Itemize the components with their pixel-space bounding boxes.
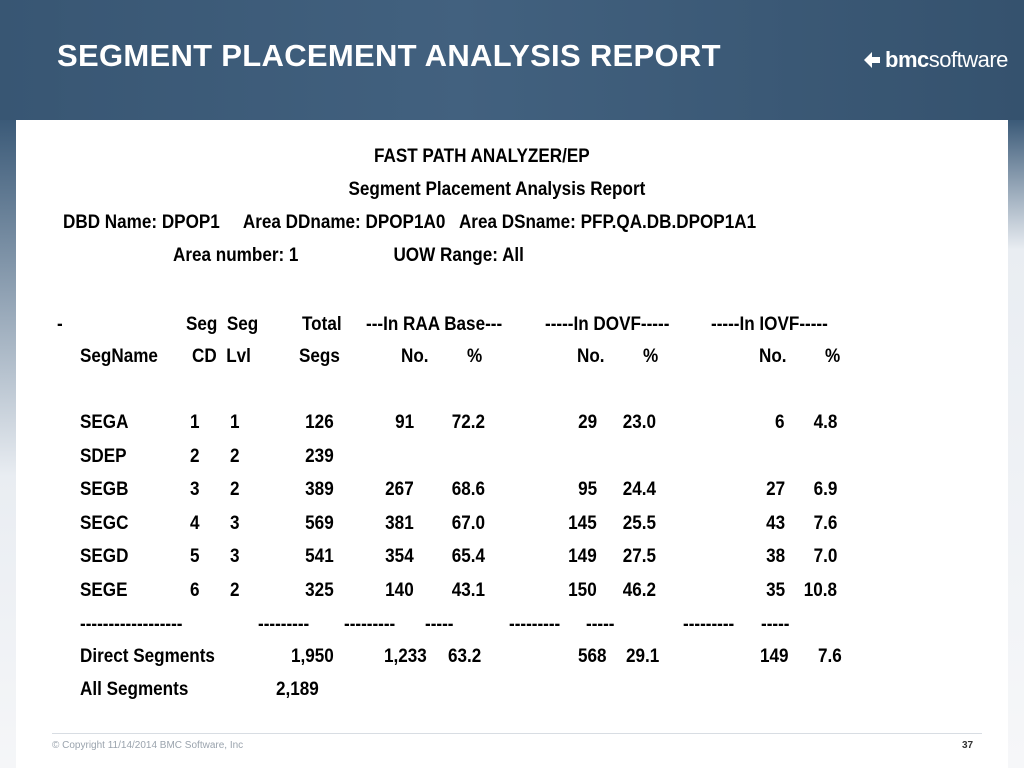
report-title-2: Segment Placement Analysis Report (348, 179, 646, 200)
header-iovf-pct: % (825, 346, 841, 367)
all-total: 2,189 (276, 679, 319, 700)
slide-title: SEGMENT PLACEMENT ANALYSIS REPORT (57, 38, 721, 73)
row-segc-dovf-pct: 25.5 (622, 512, 656, 534)
row-segb-raa-no: 267 (385, 479, 414, 500)
row-segb-dovf-no: 95 (577, 479, 597, 500)
row-sdep-total: 239 (305, 445, 334, 467)
row-segb-raa-pct: 68.6 (451, 479, 485, 500)
report-info-dbd: DBD Name: DPOP1 Area DDname: DPOP1A0 Area DSname: PFP.QA.DB.DPOP1A1 (63, 212, 757, 233)
page-number: 37 (962, 740, 974, 751)
header-iovf: -----In IOVF----- (711, 314, 828, 335)
header-cd-lvl: CD Lvl (192, 346, 251, 367)
separator-iovf-no: --------- (683, 614, 735, 635)
row-sega-lvl: 1 (230, 412, 240, 433)
direct-segments-label: Direct Segments (80, 646, 215, 667)
row-segd-name: SEGD (80, 546, 129, 567)
row-sega-total: 126 (305, 412, 334, 433)
all-segments-label: All Segments (80, 679, 189, 700)
row-segb-total: 389 (305, 479, 334, 500)
row-segc-iovf-pct: 7.6 (813, 512, 837, 534)
row-segb-iovf-no: 27 (765, 479, 785, 500)
row-segd-cd: 5 (190, 546, 200, 567)
row-sega-name: SEGA (80, 412, 129, 433)
header-iovf-no: No. (759, 346, 787, 367)
row-sega-dovf-pct: 23.0 (622, 412, 656, 433)
header-raa-no: No. (401, 346, 429, 367)
row-sdep-cd: 2 (190, 445, 200, 467)
row-sega-raa-pct: 72.2 (451, 412, 485, 433)
row-sege-lvl: 2 (230, 579, 240, 601)
row-sege-raa-pct: 43.1 (451, 579, 485, 601)
row-segd-dovf-no: 149 (568, 546, 597, 567)
separator-iovf-pct: ----- (761, 614, 790, 635)
header-total: Total (302, 314, 342, 335)
row-segb-cd: 3 (190, 479, 200, 500)
row-sege-total: 325 (305, 579, 334, 601)
row-segb-iovf-pct: 6.9 (813, 479, 837, 500)
row-segc-iovf-no: 43 (765, 512, 785, 534)
separator-name: ------------------ (80, 614, 183, 635)
separator-dovf-no: --------- (509, 614, 561, 635)
header-dovf-pct: % (643, 346, 659, 367)
report-title-1: FAST PATH ANALYZER/EP (374, 146, 590, 167)
header-dash: - (57, 314, 63, 335)
header-segname: SegName (80, 346, 158, 367)
header-dovf: -----In DOVF----- (545, 314, 670, 335)
row-sege-dovf-pct: 46.2 (622, 579, 656, 601)
header-segs: Segs (299, 346, 340, 367)
footer-divider (52, 733, 982, 734)
direct-raa-pct: 63.2 (448, 646, 482, 667)
copyright-text: © Copyright 11/14/2014 BMC Software, Inc (52, 740, 244, 751)
row-segd-dovf-pct: 27.5 (622, 546, 656, 567)
row-sege-cd: 6 (190, 579, 200, 601)
header-raa-pct: % (467, 346, 483, 367)
row-sega-raa-no: 91 (394, 412, 414, 433)
direct-raa-no: 1,233 (384, 646, 427, 667)
direct-dovf-pct: 29.1 (626, 646, 660, 667)
row-segc-raa-pct: 67.0 (451, 512, 485, 534)
separator-dovf-pct: ----- (586, 614, 615, 635)
header-seg-seg: Seg Seg (186, 314, 259, 335)
row-sega-dovf-no: 29 (577, 412, 597, 433)
row-segd-iovf-pct: 7.0 (813, 546, 837, 567)
row-sdep-name: SDEP (80, 445, 127, 467)
row-segb-dovf-pct: 24.4 (622, 479, 656, 500)
row-sega-iovf-pct: 4.8 (813, 412, 837, 433)
header-dovf-no: No. (577, 346, 605, 367)
row-sdep-lvl: 2 (230, 445, 240, 467)
logo-software-text: software (928, 47, 1008, 72)
row-segd-raa-no: 354 (385, 546, 414, 567)
row-segb-lvl: 2 (230, 479, 240, 500)
row-segc-total: 569 (305, 512, 334, 534)
row-segc-name: SEGC (80, 512, 129, 534)
logo-bmc-text: bmc (885, 47, 929, 72)
row-segc-raa-no: 381 (385, 512, 414, 534)
row-sege-dovf-no: 150 (568, 579, 597, 601)
direct-total: 1,950 (291, 646, 334, 667)
row-segc-cd: 4 (190, 512, 200, 534)
row-sega-iovf-no: 6 (775, 412, 785, 433)
separator-total: --------- (258, 614, 310, 635)
report-info-area: Area number: 1 UOW Range: All (173, 245, 524, 266)
separator-raa-no: --------- (344, 614, 396, 635)
row-segb-name: SEGB (80, 479, 129, 500)
row-segc-dovf-no: 145 (568, 512, 597, 534)
direct-iovf-pct: 7.6 (818, 646, 842, 667)
row-segd-raa-pct: 65.4 (451, 546, 485, 567)
row-segd-lvl: 3 (230, 546, 240, 567)
separator-raa-pct: ----- (425, 614, 454, 635)
row-segc-lvl: 3 (230, 512, 240, 534)
row-sege-raa-no: 140 (385, 579, 414, 601)
header-raa-base: ---In RAA Base--- (366, 314, 503, 335)
row-sege-iovf-pct: 10.8 (803, 579, 837, 601)
row-sega-cd: 1 (190, 412, 200, 433)
row-sege-iovf-no: 35 (765, 579, 785, 601)
direct-dovf-no: 568 (578, 646, 607, 667)
row-segd-iovf-no: 38 (765, 546, 785, 567)
row-segd-total: 541 (305, 546, 334, 567)
row-sege-name: SEGE (80, 579, 128, 601)
direct-iovf-no: 149 (760, 646, 789, 667)
